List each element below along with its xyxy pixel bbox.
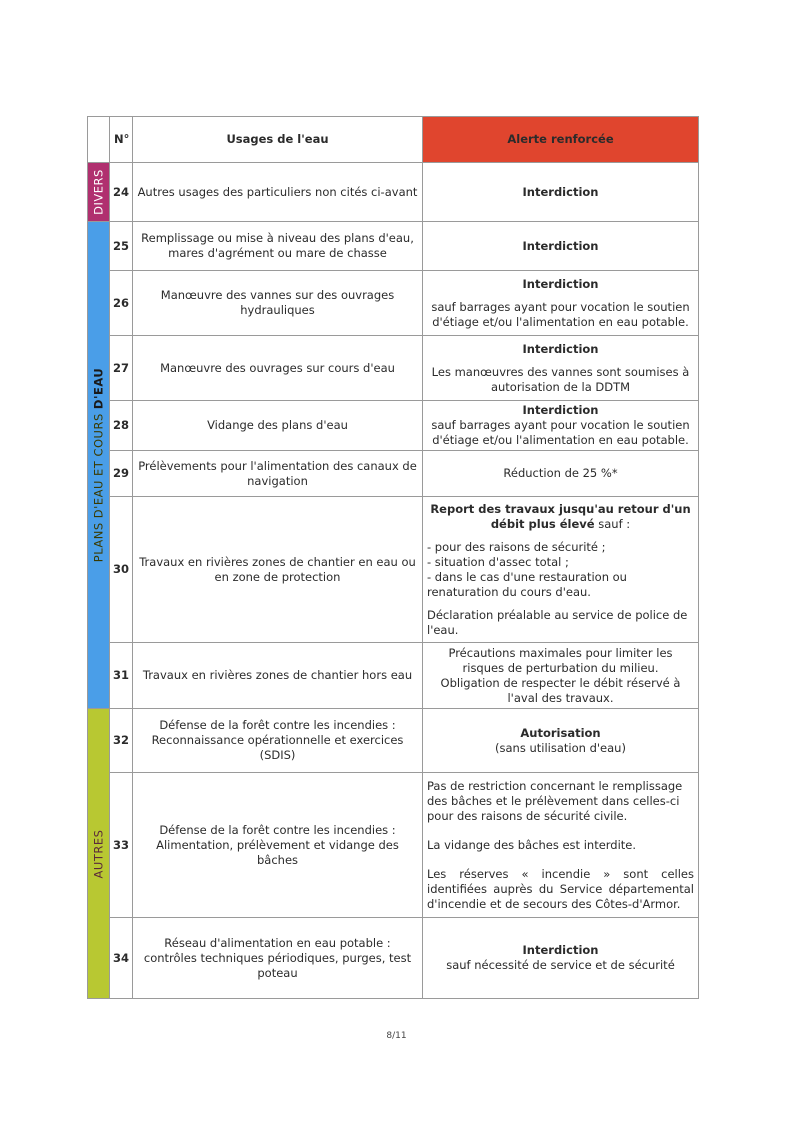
row-usage: Vidange des plans d'eau — [133, 401, 423, 451]
row-usage: Autres usages des particuliers non cités ci-avant — [133, 163, 423, 222]
measure-detail: Obligation de respecter le débit réservé à l'aval des travaux. — [440, 675, 681, 705]
row-measure — [423, 336, 699, 401]
row-measure — [423, 773, 699, 918]
row-number: 27 — [110, 336, 133, 401]
row-usage: Travaux en rivières zones de chantier en eau ou en zone de protection — [133, 497, 423, 643]
row-usage: Défense de la forêt contre les incendies : Alimentation, prélèvement et vidange des bâches — [133, 773, 423, 918]
row-number: 28 — [110, 401, 133, 451]
row-measure — [423, 497, 699, 643]
measure-detail: sauf barrages ayant pour vocation le soutien d'étiage et/ou l'alimentation en eau potable. — [431, 418, 690, 447]
table-row — [88, 497, 699, 643]
table-row — [88, 271, 699, 336]
row-measure: Interdiction — [423, 163, 699, 222]
measure-detail: Les réserves « incendie » sont celles identifiées auprès du Service départemental d'incendie et de secours des Côtes-d'Armor. — [427, 866, 694, 911]
header-alert-level: Alerte renforcée — [423, 117, 699, 163]
category-plans-eau — [88, 222, 110, 709]
row-usage: Travaux en rivières zones de chantier hors eau — [133, 643, 423, 709]
measure-title: Interdiction — [522, 276, 599, 291]
table-row — [88, 643, 699, 709]
category-autres — [88, 709, 110, 999]
measure-item: - dans le cas d'une restauration ou renaturation du cours d'eau. — [427, 569, 627, 599]
row-usage: Remplissage ou mise à niveau des plans d'eau, mares d'agrément ou mare de chasse — [133, 222, 423, 271]
table-header-row — [88, 117, 699, 163]
table-row — [88, 222, 699, 271]
header-usage: Usages de l'eau — [133, 117, 423, 163]
row-number: 25 — [110, 222, 133, 271]
row-number: 33 — [110, 773, 133, 918]
page-number: 8/11 — [386, 1031, 407, 1041]
measure-detail: (sans utilisation d'eau) — [495, 740, 626, 755]
table-row — [88, 163, 699, 222]
category-divers-label: DIVERS — [91, 169, 105, 215]
category-divers — [88, 163, 110, 222]
category-plans-eau-label-prefix: PLANS D'EAU ET COURS — [91, 409, 105, 563]
table-row — [88, 401, 699, 451]
category-plans-eau-label — [91, 368, 106, 562]
row-measure: Réduction de 25 %* — [423, 451, 699, 497]
row-usage: Réseau d'alimentation en eau potable : contrôles techniques périodiques, purges, test poteau — [133, 918, 423, 999]
row-measure — [423, 643, 699, 709]
header-category-blank — [88, 117, 110, 163]
row-measure — [423, 918, 699, 999]
row-usage: Prélèvements pour l'alimentation des canaux de navigation — [133, 451, 423, 497]
row-number: 31 — [110, 643, 133, 709]
measure-detail: Pas de restriction concernant le remplissage des bâches et le prélèvement dans celles-ci pour des raisons de sécurité civile. — [427, 778, 683, 823]
measure-title: Autorisation — [520, 725, 601, 740]
table-row — [88, 336, 699, 401]
measure-note: Déclaration préalable au service de police de l'eau. — [427, 607, 688, 637]
row-number: 30 — [110, 497, 133, 643]
header-number: N° — [110, 117, 133, 163]
category-plans-eau-label-bold: D'EAU — [91, 367, 105, 410]
measure-detail: sauf barrages ayant pour vocation le soutien d'étiage et/ou l'alimentation en eau potable. — [431, 299, 690, 329]
row-measure — [423, 271, 699, 336]
category-autres-label: AUTRES — [91, 829, 105, 878]
table-row — [88, 918, 699, 999]
table-row — [88, 451, 699, 497]
row-number: 24 — [110, 163, 133, 222]
row-usage: Défense de la forêt contre les incendies : Reconnaissance opérationnelle et exercices (SDIS) — [133, 709, 423, 773]
row-measure — [423, 709, 699, 773]
measure-title: Report des travaux jusqu'au retour d'un débit plus élevé — [430, 501, 691, 531]
row-number: 29 — [110, 451, 133, 497]
measure-detail: Les manœuvres des vannes sont soumises à autorisation de la DDTM — [431, 364, 690, 394]
measure-detail: La vidange des bâches est interdite. — [427, 837, 637, 852]
row-number: 26 — [110, 271, 133, 336]
measure-title: Interdiction — [522, 403, 599, 417]
measure-title: Interdiction — [522, 943, 599, 957]
row-measure — [423, 401, 699, 451]
measure-detail: Précautions maximales pour limiter les risques de perturbation du milieu. — [448, 645, 673, 675]
row-measure: Interdiction — [423, 222, 699, 271]
measure-item: - situation d'assec total ; — [427, 554, 569, 569]
table-row — [88, 773, 699, 918]
table-row — [88, 709, 699, 773]
water-restrictions-table — [87, 116, 699, 999]
measure-title: Interdiction — [522, 341, 599, 356]
row-usage: Manœuvre des ouvrages sur cours d'eau — [133, 336, 423, 401]
measure-detail: sauf nécessité de service et de sécurité — [446, 958, 675, 972]
row-number: 34 — [110, 918, 133, 999]
row-usage: Manœuvre des vannes sur des ouvrages hydrauliques — [133, 271, 423, 336]
measure-item: - pour des raisons de sécurité ; — [427, 539, 606, 554]
row-number: 32 — [110, 709, 133, 773]
measure-title-suffix: sauf : — [594, 516, 631, 531]
